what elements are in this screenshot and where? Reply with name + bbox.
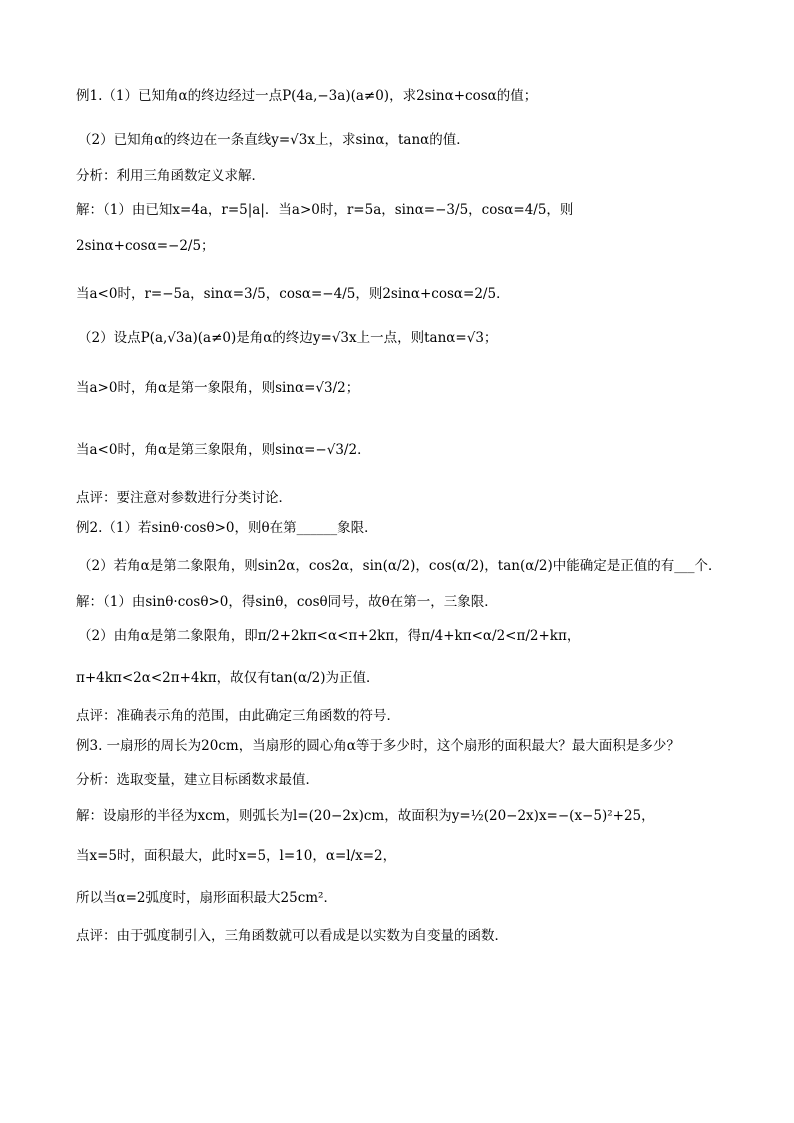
ex3-q-text: 例3. 一扇形的周长为20cm，当扇形的圆心角α等于多少时，这个扇形的面积最大？最大面积是多少？ xyxy=(76,738,680,754)
solution-text: 当x=5时，面积最大，此时x=5，l=10，α=l/x=2， xyxy=(76,848,397,864)
solution-text: 解：设扇形的半径为xcm，则弧长为l=(20−2x)cm，故面积为y=½(20−2x)x=−(x−5)²+25， xyxy=(76,808,655,824)
comment-text: 点评：由于弧度制引入，三角函数就可以看成是以实数为自变量的函数． xyxy=(76,928,508,944)
solution-text: （2）设点P(a,√3a)(a≠0)是角α的终边y=√3x上一点，则tanα=√3； xyxy=(78,330,498,346)
ex1-solution-1a xyxy=(76,200,754,220)
ex1-solution-2b xyxy=(76,378,754,398)
ex2-question-1 xyxy=(76,518,754,538)
ex2-solution-1 xyxy=(76,592,754,612)
analysis-text: 分析：选取变量，建立目标函数求最值． xyxy=(76,772,319,788)
solution-text: （2）由角α是第二象限角，即π/2+2kπ<α<π+2kπ，得π/4+kπ<α/2<π/2+kπ， xyxy=(78,628,581,644)
comment-text: 点评：要注意对参数进行分类讨论． xyxy=(76,490,292,506)
ex1-solution-2c xyxy=(76,440,754,460)
ex1-solution-2a xyxy=(78,328,754,348)
ex3-comment xyxy=(76,926,754,946)
ex3-analysis xyxy=(76,770,754,790)
ex2-solution-2b xyxy=(76,668,754,688)
ex3-question xyxy=(76,736,754,756)
solution-text: 解：（1）由已知x=4a，r=5|a|．当a>0时，r=5a，sinα=−3/5，cosα=4/5，则 xyxy=(76,202,574,218)
ex1-question-1 xyxy=(76,86,754,106)
ex1-q1-text: 例1.（1）已知角α的终边经过一点P(4a,−3a)(a≠0)，求2sinα+cosα的值； xyxy=(76,88,538,104)
ex2-solution-2a xyxy=(78,626,754,646)
ex3-solution-1 xyxy=(76,806,754,826)
ex2-question-2 xyxy=(78,556,754,576)
ex3-solution-3 xyxy=(76,888,754,908)
ex2-comment xyxy=(76,706,754,726)
ex2-q1-text: 例2.（1）若sinθ·cosθ>0，则θ在第______象限． xyxy=(76,520,378,536)
analysis-text: 分析：利用三角函数定义求解． xyxy=(76,168,265,184)
solution-text: 解：（1）由sinθ·cosθ>0，得sinθ，cosθ同号，故θ在第一，三象限． xyxy=(76,594,498,610)
solution-text: 2sinα+cosα=−2/5； xyxy=(76,238,215,254)
solution-text: 所以当α=2弧度时，扇形面积最大25cm²． xyxy=(76,890,337,906)
solution-text: 当a<0时，角α是第三象限角，则sinα=−√3/2． xyxy=(76,442,371,458)
ex1-analysis xyxy=(76,166,754,186)
ex2-q2-text: （2）若角α是第二象限角，则sin2α，cos2α，sin(α/2)，cos(α/2)，tan(α/2)中能确定是正值的有___个． xyxy=(78,558,722,574)
ex3-solution-2 xyxy=(76,846,754,866)
solution-text: 当a>0时，角α是第一象限角，则sinα=√3/2； xyxy=(76,380,360,396)
ex1-solution-1b xyxy=(76,236,754,256)
ex1-comment xyxy=(76,488,754,508)
ex1-question-2 xyxy=(78,130,754,150)
solution-text: 当a<0时，r=−5a，sinα=3/5，cosα=−4/5，则2sinα+cosα=2/5． xyxy=(76,286,510,302)
ex1-q2-text: （2）已知角α的终边在一条直线y=√3x上，求sinα，tanα的值． xyxy=(78,132,470,148)
ex1-solution-1c xyxy=(76,284,754,304)
comment-text: 点评：准确表示角的范围，由此确定三角函数的符号． xyxy=(76,708,400,724)
solution-text: π+4kπ<2α<2π+4kπ，故仅有tan(α/2)为正值． xyxy=(76,670,380,686)
